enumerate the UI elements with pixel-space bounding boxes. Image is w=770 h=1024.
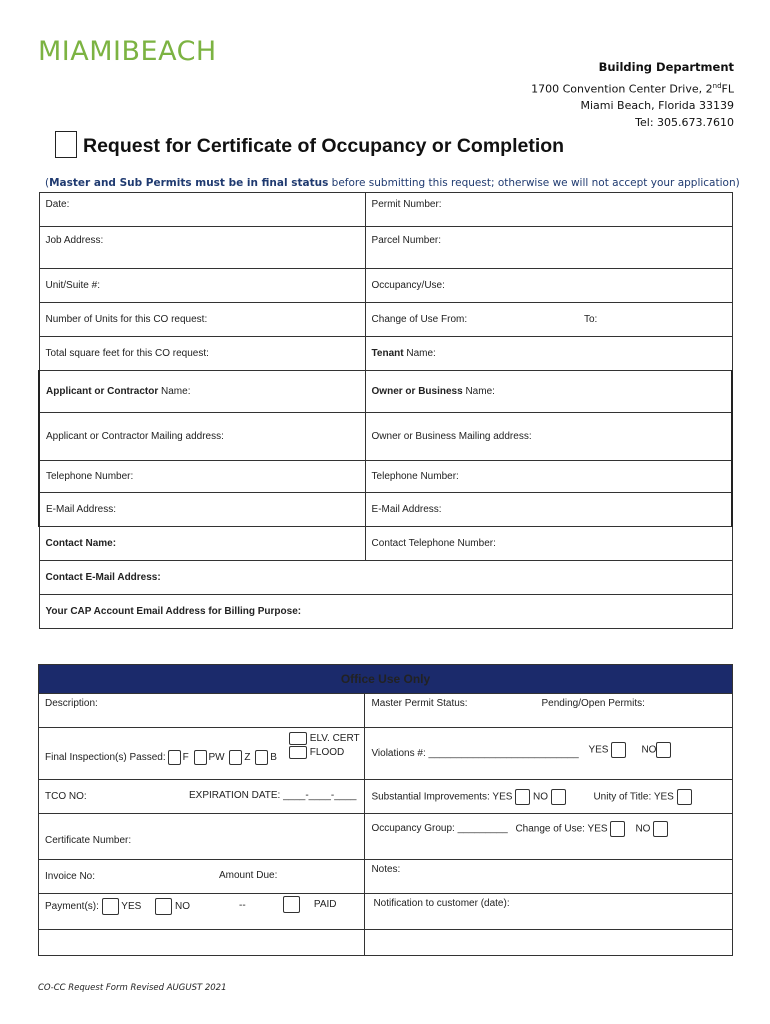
violations-field[interactable] — [365, 728, 733, 780]
payment-yes-checkbox[interactable] — [102, 898, 119, 915]
tco-field[interactable] — [39, 780, 365, 814]
f-checkbox[interactable] — [168, 750, 181, 765]
change-of-use-no-checkbox[interactable] — [653, 821, 668, 837]
paid-checkbox[interactable] — [283, 896, 300, 913]
notification-field[interactable]: Notification to customer (date): — [365, 894, 733, 930]
master-permit-status-field[interactable]: Master Permit Status: Pending/Open Permits: — [365, 694, 733, 728]
violations-no-checkbox[interactable] — [656, 742, 671, 758]
b-label: B — [270, 752, 277, 764]
pending-open-permits-label: Pending/Open Permits: — [541, 698, 645, 709]
payments-label: Payment(s): — [45, 901, 99, 913]
b-checkbox[interactable] — [255, 750, 268, 765]
substantial-no-checkbox[interactable] — [551, 789, 566, 805]
substantial-yes-checkbox[interactable] — [515, 789, 530, 805]
payments-field — [39, 894, 365, 930]
permit-number-field[interactable]: Permit Number: — [365, 193, 732, 227]
number-of-units-field[interactable]: Number of Units for this CO request: — [39, 303, 365, 337]
final-status-note: (Master and Sub Permits must be in final status before submitting this request; otherwise we will not accept your application) — [45, 177, 740, 189]
certificate-number-field[interactable]: Certificate Number: — [39, 814, 365, 860]
contact-telephone-field[interactable]: Contact Telephone Number: — [365, 527, 732, 561]
applicant-name-field[interactable]: Applicant or Contractor Name: — [39, 371, 365, 413]
final-inspection-field — [39, 728, 365, 780]
z-checkbox[interactable] — [229, 750, 242, 765]
payment-yes-label: YES — [121, 901, 142, 913]
cap-account-email-field[interactable]: Your CAP Account Email Address for Billing Purpose: — [39, 595, 732, 629]
tco-no-label: TCO NO: — [45, 791, 87, 802]
change-of-use-to-label: To: — [584, 314, 598, 325]
final-inspection-label: Final Inspection(s) Passed: — [45, 752, 166, 764]
pw-label: PW — [208, 752, 225, 764]
unit-suite-field[interactable]: Unit/Suite #: — [39, 269, 365, 303]
violations-yes-checkbox[interactable] — [611, 742, 626, 758]
owner-telephone-field[interactable]: Telephone Number: — [365, 461, 732, 493]
payments-extra-right — [365, 930, 733, 956]
f-label: F — [182, 752, 189, 764]
payment-no-label: NO — [175, 901, 190, 913]
substantial-improvements-label: Substantial Improvements: YES — [371, 791, 513, 803]
occupancy-group-label: Occupancy Group: _________ — [371, 823, 508, 834]
pw-checkbox[interactable] — [194, 750, 207, 765]
violations-label: Violations #: ___________________________ — [371, 748, 579, 759]
occupancy-use-field[interactable]: Occupancy/Use: — [365, 269, 732, 303]
invoice-no-label: Invoice No: — [45, 871, 96, 882]
change-of-use-yes-checkbox[interactable] — [610, 821, 625, 837]
payment-no-checkbox[interactable] — [155, 898, 172, 915]
parcel-number-field[interactable]: Parcel Number: — [365, 227, 732, 269]
form-title: Request for Certificate of Occupancy or Completion — [83, 135, 565, 157]
change-of-use-no-label: NO — [635, 823, 651, 835]
payment-dashes: -- — [239, 900, 246, 911]
substantial-no-label: NO — [533, 791, 548, 803]
flood-label: FLOOD — [309, 747, 345, 759]
contact-email-field[interactable]: Contact E-Mail Address: — [39, 561, 732, 595]
applicant-telephone-field[interactable]: Telephone Number: — [39, 461, 365, 493]
violations-yes-label: YES — [588, 744, 609, 756]
expiration-date-label: EXPIRATION DATE: ____-____-____ — [189, 790, 357, 801]
office-use-heading: Office Use Only — [39, 665, 733, 694]
occupancy-group-field[interactable] — [365, 814, 733, 860]
invoice-field[interactable] — [39, 860, 365, 894]
contact-name-field[interactable]: Contact Name: — [39, 527, 365, 561]
owner-email-field[interactable]: E-Mail Address: — [365, 493, 732, 527]
payments-extra-left — [39, 930, 365, 956]
z-label: Z — [244, 752, 251, 764]
total-square-feet-field[interactable]: Total square feet for this CO request: — [39, 337, 365, 371]
unity-of-title-checkbox[interactable] — [677, 789, 692, 805]
application-form-table — [38, 192, 733, 629]
tenant-name-field[interactable]: Tenant Name: — [365, 337, 732, 371]
description-field[interactable]: Description: — [39, 694, 365, 728]
paid-label: PAID — [313, 899, 337, 911]
department-name: Building Department — [598, 60, 734, 74]
change-of-use-field[interactable]: Change of Use From: To: — [365, 303, 732, 337]
form-revision-footer: CO-CC Request Form Revised AUGUST 2021 — [38, 983, 227, 993]
unity-of-title-label: Unity of Title: YES — [593, 791, 674, 803]
department-address-line1: 1700 Convention Center Drive, 2ndFL — [531, 82, 734, 96]
substantial-improvements-field[interactable] — [365, 780, 733, 814]
violations-no-label: NO — [641, 744, 657, 756]
notes-field[interactable]: Notes: — [365, 860, 733, 894]
department-address-line2: Miami Beach, Florida 33139 — [580, 99, 734, 112]
change-of-use-label: Change of Use: YES — [515, 823, 608, 835]
applicant-email-field[interactable]: E-Mail Address: — [39, 493, 365, 527]
title-checkbox[interactable] — [55, 131, 77, 158]
miami-beach-logo: MIAMIBEACH — [38, 36, 217, 67]
flood-checkbox[interactable] — [289, 746, 307, 759]
amount-due-label: Amount Due: — [219, 870, 278, 881]
applicant-mailing-address-field[interactable]: Applicant or Contractor Mailing address: — [39, 413, 365, 461]
date-field[interactable]: Date: — [39, 193, 365, 227]
department-phone: Tel: 305.673.7610 — [635, 116, 734, 129]
owner-mailing-address-field[interactable]: Owner or Business Mailing address: — [365, 413, 732, 461]
office-use-table — [38, 664, 733, 956]
elv-cert-label: ELV. CERT — [309, 733, 360, 745]
elv-cert-checkbox[interactable] — [289, 732, 307, 745]
job-address-field[interactable]: Job Address: — [39, 227, 365, 269]
owner-name-field[interactable]: Owner or Business Name: — [365, 371, 732, 413]
